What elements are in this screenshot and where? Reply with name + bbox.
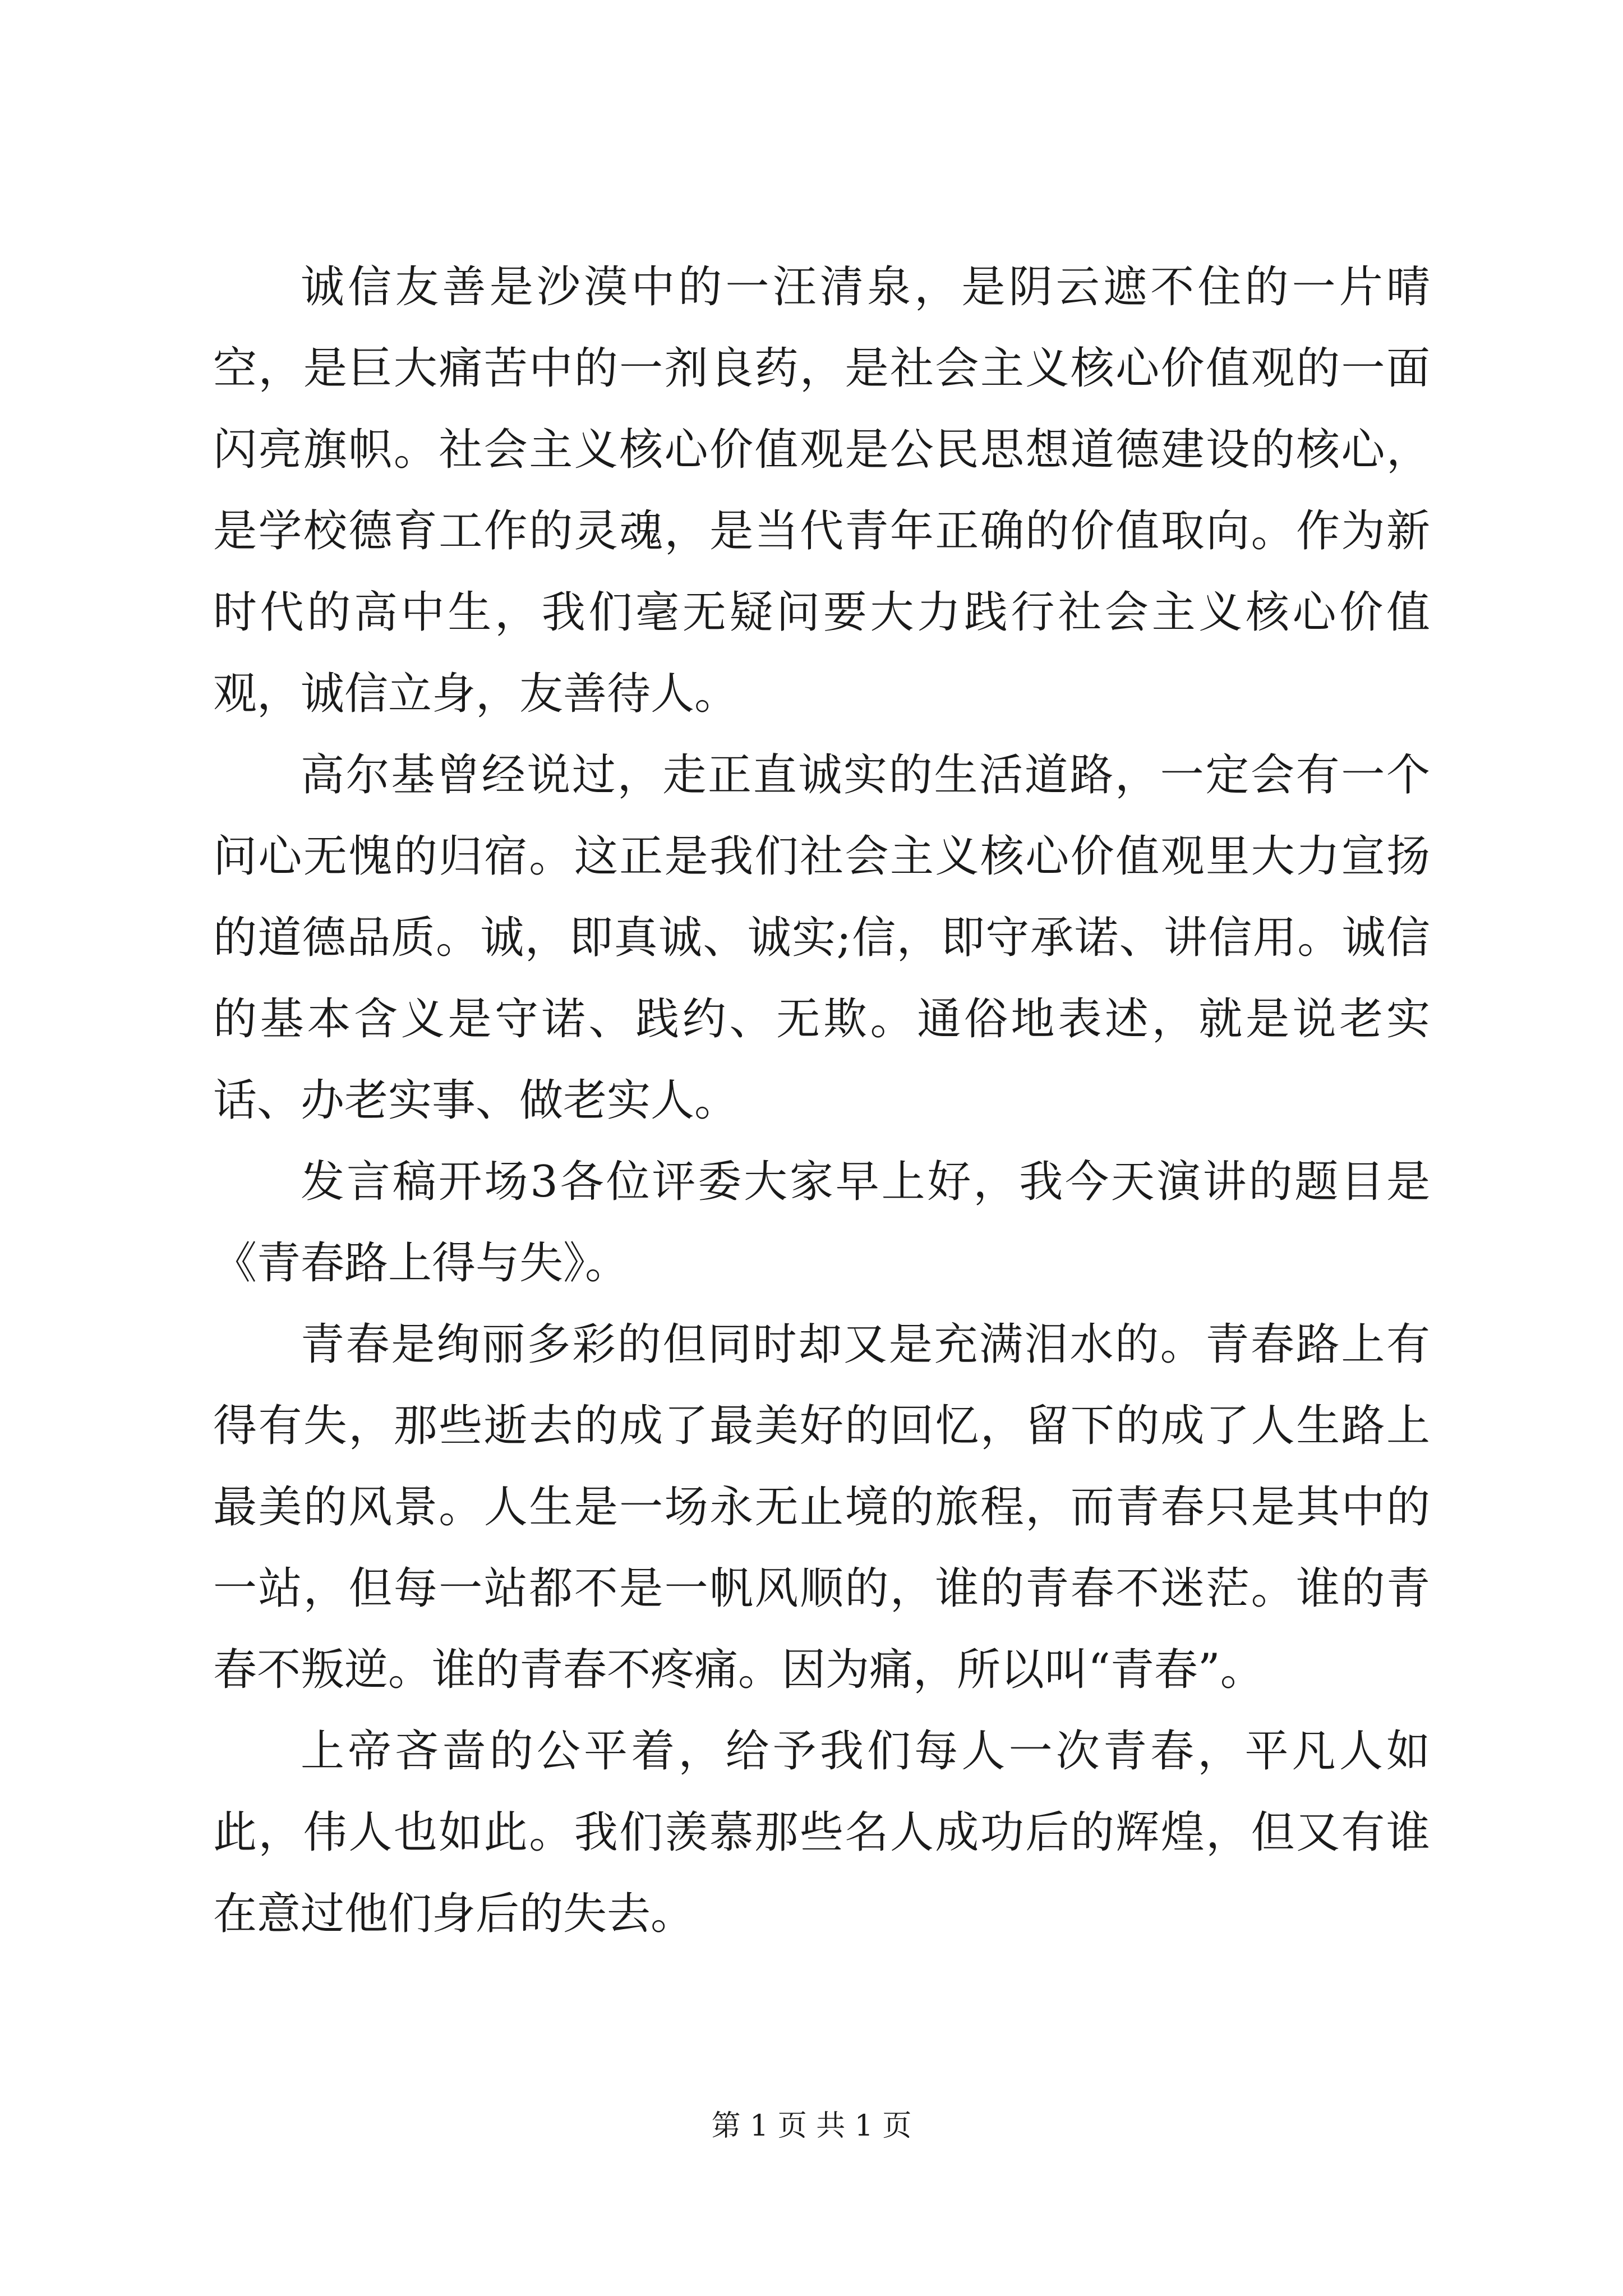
paragraph: 诚信友善是沙漠中的一汪清泉，是阴云遮不住的一片晴空，是巨大痛苦中的一剂良药，是社会主义核心价值观的一面闪亮旗帜。社会主义核心价值观是公民思想道德建设的核心，是学校德育工作的灵魂，是当代青年正确的价值取向。作为新时代的高中生，我们毫无疑问要大力践行社会主义核心价值观，诚信立身，友善待人。 <box>213 262 1430 719</box>
page-number-footer: 第 1 页 共 1 页 <box>711 2109 912 2143</box>
paragraph: 高尔基曾经说过，走正直诚实的生活道路，一定会有一个问心无愧的归宿。这正是我们社会主义核心价值观里大力宣扬的道德品质。诚，即真诚、诚实;信，即守承诺、讲信用。诚信的基本含义是守诺、践约、无欺。通俗地表述，就是说老实话、办老实事、做老实人。 <box>213 750 1430 1126</box>
document-body <box>213 247 1430 1955</box>
paragraph: 上帝吝啬的公平着，给予我们每人一次青春，平凡人如此，伟人也如此。我们羡慕那些名人成功后的辉煌，但又有谁在意过他们身后的失去。 <box>213 1726 1430 1939</box>
paragraph: 发言稿开场3各位评委大家早上好，我今天演讲的题目是《青春路上得与失》。 <box>213 1157 1430 1289</box>
paragraph: 青春是绚丽多彩的但同时却又是充满泪水的。青春路上有得有失，那些逝去的成了最美好的回忆，留下的成了人生路上最美的风景。人生是一场永无止境的旅程，而青春只是其中的一站，但每一站都不是一帆风顺的，谁的青春不迷茫。谁的青春不叛逆。谁的青春不疼痛。因为痛，所以叫“青春”。 <box>213 1319 1430 1695</box>
